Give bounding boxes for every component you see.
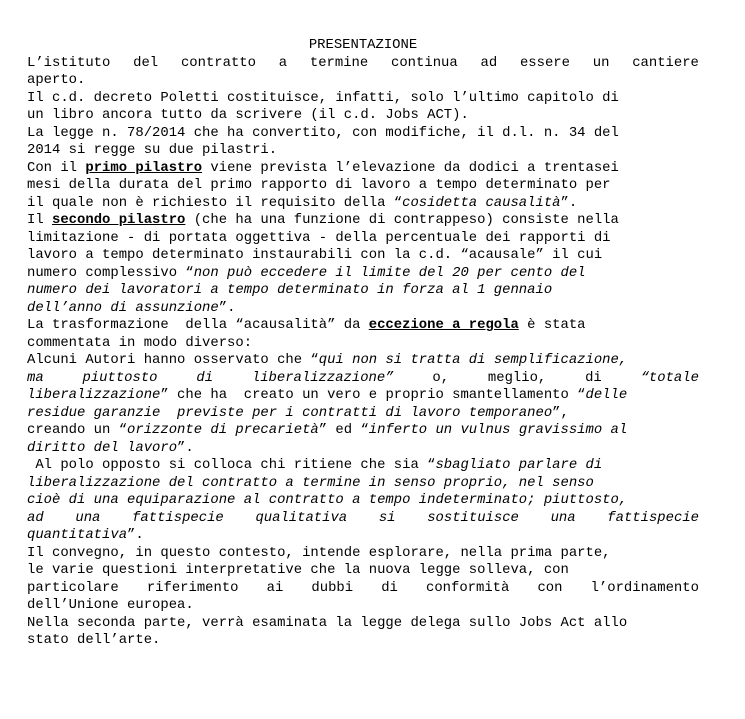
p5-line5: numero dei lavoratori a tempo determinato in forza al 1 gennaio xyxy=(27,282,553,298)
text: (che ha una funzione di contrappeso) consiste nella xyxy=(185,212,619,228)
p7-line6 xyxy=(27,440,699,458)
quote-italic: sbagliato parlare di xyxy=(435,457,603,473)
quote-italic: dell’anno di assunzione xyxy=(27,299,219,316)
word: ai xyxy=(266,579,284,596)
word: termine xyxy=(309,54,369,71)
text: il quale non è richiesto il requisito della “ xyxy=(27,194,403,211)
p5-line2: limitazione - di portata oggettiva - della percentuale dei rapporti di xyxy=(27,229,611,246)
p5-line4 xyxy=(27,265,699,283)
word: l’ordinamento xyxy=(590,579,699,596)
text: numero complessivo “ xyxy=(27,264,194,281)
p8-line1 xyxy=(27,457,699,475)
word: una xyxy=(75,509,101,526)
text: Al polo opposto si colloca chi ritiene che sia “ xyxy=(27,457,436,473)
word: si xyxy=(378,509,396,526)
p5-line3: lavoro a tempo determinato instaurabili con la c.d. “acausale” il cui xyxy=(27,247,603,263)
word: meglio, xyxy=(487,369,547,386)
p8-line2: liberalizzazione del contratto a termine in senso proprio, nel senso xyxy=(27,474,594,491)
text: ”. xyxy=(560,194,578,211)
word: o, xyxy=(432,369,450,386)
word: fattispecie xyxy=(607,509,699,526)
text: ” che ha creato un vero e proprio smantellamento “ xyxy=(160,387,586,403)
p2-line2: un libro ancora tutto da scrivere (il c.d. Jobs ACT). xyxy=(27,107,469,123)
text: Con il xyxy=(27,159,86,176)
p8-line4 xyxy=(27,510,699,528)
word: particolare xyxy=(27,579,119,596)
word: di xyxy=(196,369,214,386)
p5-line6 xyxy=(27,300,699,318)
word: “totale xyxy=(640,369,699,386)
quote-italic: cosidetta causalità xyxy=(402,194,561,211)
quote-italic: inferto un vulnus gravissimo al xyxy=(368,422,628,438)
p4-line3 xyxy=(27,195,699,213)
word: L’istituto xyxy=(27,54,111,71)
text: ” ed “ xyxy=(318,422,369,438)
word: riferimento xyxy=(146,579,239,596)
quote-italic: quantitativa xyxy=(27,527,128,543)
word: conformità xyxy=(425,579,510,596)
p9-line4: dell’Unione europea. xyxy=(27,597,194,613)
p3-line2: 2014 si regge su due pilastri. xyxy=(27,142,278,158)
p2-line1: Il c.d. decreto Poletti costituisce, infatti, solo l’ultimo capitolo di xyxy=(27,89,619,106)
p7-line1 xyxy=(27,352,699,370)
quote-italic: residue garanzie previste per i contratti di lavoro temporaneo xyxy=(27,404,553,421)
text: Alcuni Autori hanno osservato che “ xyxy=(27,352,319,368)
word: una xyxy=(550,509,576,526)
quote-italic: non può eccedere il limite del 20 per cento del xyxy=(193,264,586,281)
word: qualitativa xyxy=(255,509,348,526)
text: ”. xyxy=(177,439,194,456)
word: contratto xyxy=(180,54,256,71)
p10-line1: Nella seconda parte, verrà esaminata la legge delega sullo Jobs Act allo xyxy=(27,614,628,631)
p3-line1: La legge n. 78/2014 che ha convertito, con modifiche, il d.l. n. 34 del xyxy=(27,124,619,141)
text: Il xyxy=(27,212,53,228)
word: di xyxy=(585,369,602,386)
word: liberalizzazione” xyxy=(251,369,394,386)
p9-line2: le varie questioni interpretative che la nuova legge solleva, con xyxy=(27,562,569,578)
p1-line1 xyxy=(27,55,699,73)
text: ”. xyxy=(127,527,144,543)
p4-line2: mesi della durata del primo rapporto di lavoro a tempo determinato per xyxy=(27,177,611,193)
word: cantiere xyxy=(632,54,699,71)
p6-line1 xyxy=(27,317,699,335)
word: un xyxy=(592,54,610,71)
word: con xyxy=(537,579,563,596)
text: viene prevista l’elevazione da dodici a trentasei xyxy=(202,159,619,176)
word: sostituisce xyxy=(427,509,519,526)
p8-line5 xyxy=(27,527,699,545)
text: creando un “ xyxy=(27,422,128,438)
word: piuttosto xyxy=(82,369,158,386)
quote-italic: liberalizzazione xyxy=(27,387,161,403)
p7-line3 xyxy=(27,387,699,405)
word: fattispecie xyxy=(132,509,224,526)
p4-line1 xyxy=(27,160,699,178)
text: è stata xyxy=(518,317,586,333)
word: essere xyxy=(519,54,570,71)
word: ma xyxy=(27,369,44,386)
document-title: PRESENTAZIONE xyxy=(308,37,418,53)
text: ”, xyxy=(552,404,569,421)
document-page xyxy=(27,37,699,650)
secondo-pilastro-emphasis: secondo pilastro xyxy=(52,212,186,228)
eccezione-a-regola-emphasis: eccezione a regola xyxy=(368,317,519,333)
p10-line2: stato dell’arte. xyxy=(27,632,161,648)
p9-line1: Il convegno, in questo contesto, intende esplorare, nella prima parte, xyxy=(27,544,611,561)
text: ”. xyxy=(218,299,236,316)
quote-italic: qui non si tratta di semplificazione, xyxy=(318,352,628,368)
quote-italic: orizzonte di precarietà xyxy=(127,422,319,438)
p5-line1 xyxy=(27,212,699,230)
word: del xyxy=(133,54,159,71)
word: ad xyxy=(480,54,498,71)
p6-line2: commentata in modo diverso: xyxy=(27,334,253,351)
p1-line2: aperto. xyxy=(27,72,86,88)
p7-line5 xyxy=(27,422,699,440)
word: di xyxy=(381,579,398,596)
p7-line4 xyxy=(27,405,699,423)
primo-pilastro-emphasis: primo pilastro xyxy=(85,159,203,176)
p7-line2 xyxy=(27,370,699,388)
quote-italic: diritto del lavoro xyxy=(27,439,178,456)
p8-line3: cioè di una equiparazione al contratto a tempo indeterminato; piuttosto, xyxy=(27,492,628,508)
word: continua xyxy=(391,54,458,71)
word: a xyxy=(278,54,288,71)
text: La trasformazione della “acausalità” da xyxy=(27,317,369,333)
word: dubbi xyxy=(311,579,354,596)
word: ad xyxy=(27,509,44,526)
quote-italic: delle xyxy=(585,387,628,403)
p9-line3 xyxy=(27,580,699,598)
